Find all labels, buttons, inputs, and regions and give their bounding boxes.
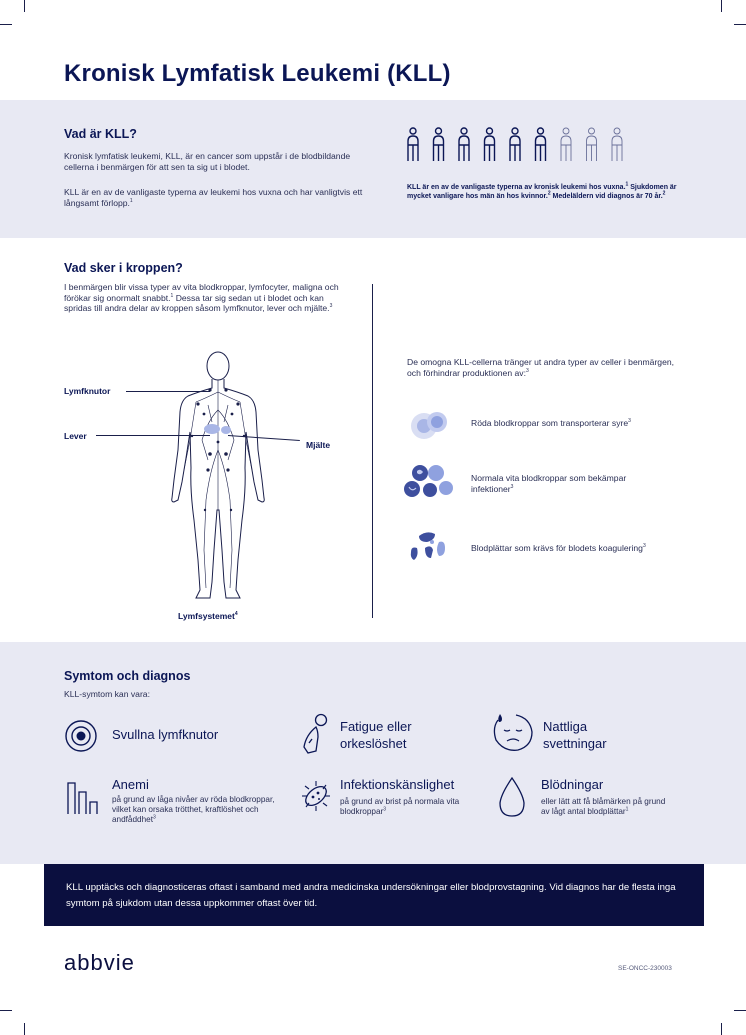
person-icon-filled bbox=[434, 128, 444, 161]
cell-item-text: Röda blodkroppar som transporterar syre$^3$ bbox=[471, 418, 631, 428]
symptom-title: Fatigue eller orkeslöshet bbox=[340, 719, 412, 751]
figure-caption: Lymfsystemet$^4$ bbox=[178, 611, 238, 621]
drop-icon bbox=[497, 776, 527, 818]
crop-mark bbox=[24, 0, 25, 12]
person-icon-filled bbox=[459, 128, 469, 161]
bacteria-icon bbox=[298, 778, 334, 814]
abbvie-logo: abbvie bbox=[64, 950, 135, 975]
target-icon bbox=[64, 719, 98, 753]
person-icon-outline bbox=[561, 128, 571, 161]
crop-mark bbox=[0, 1010, 12, 1011]
cell-item-text: Normala vita blodkroppar som bekämpar infektioner$^3$ bbox=[471, 473, 627, 494]
cell-item-text: Blodplättar som krävs för blodets koagulering$^3$ bbox=[471, 543, 646, 553]
right-intro: De omogna KLL-cellerna tränger ut andra typer av celler i benmärgen, och förhindrar produktionen av:$^3$ bbox=[407, 357, 675, 378]
symptom-description: eller lätt att få blåmärken på grund av lågt antal blodplättar$^1$ bbox=[541, 797, 666, 816]
crop-mark bbox=[734, 24, 746, 25]
what-is-heading: Vad är KLL? bbox=[64, 127, 137, 141]
label-lymph-nodes: Lymfknutor bbox=[64, 386, 111, 396]
document-code: SE-ONCC-230003 bbox=[618, 965, 672, 972]
symptom-title: Anemi bbox=[112, 777, 149, 792]
platelets-icon bbox=[405, 528, 460, 562]
footer-text: KLL upptäcks och diagnosticeras oftast i samband med andra medicinska undersökningar eller blodprovstagning. Vid diagnos har de flesta inga symtom på sjukdom utan dessa uppkommer oftast över tid. bbox=[66, 882, 676, 909]
symptoms-heading: Symtom och diagnos bbox=[64, 669, 191, 683]
symptom-description: på grund av brist på normala vita blodkroppar$^3$ bbox=[340, 797, 460, 816]
crop-mark bbox=[734, 1010, 746, 1011]
body-paragraph: I benmärgen blir vissa typer av vita blodkroppar, lymfocyter, maligna och förökar sig onormalt snabbt.$^1$ Dessa tar sig sedan ut i blodet och kan spridas till andra delar av kroppen såsom lymfknutor, lever och mjälte.$^3$ bbox=[64, 282, 339, 314]
symptom-title: Nattliga svettningar bbox=[543, 719, 607, 751]
what-is-paragraph-2: KLL är en av de vanligaste typerna av leukemi hos vuxna och har vanligtvis ett långsamt förlopp.$^1$ bbox=[64, 187, 363, 208]
tired-person-icon bbox=[300, 713, 332, 755]
label-liver: Lever bbox=[64, 431, 87, 441]
bar-decline-icon bbox=[66, 780, 104, 814]
page-title: Kronisk Lymfatisk Leukemi (KLL) bbox=[64, 60, 451, 87]
person-icon-outline bbox=[587, 128, 597, 161]
leader-line bbox=[126, 391, 210, 392]
crop-mark bbox=[721, 1023, 722, 1035]
stat-text: KLL är en av de vanligaste typerna av kronisk leukemi hos vuxna.$^1$ Sjukdomen är mycket vanligare hos män än hos kvinnor.$^2$ Medeläldern vid diagnos är 70 år.$^2$ bbox=[407, 181, 677, 200]
leader-line bbox=[96, 435, 210, 436]
person-icon-filled bbox=[485, 128, 495, 161]
vertical-divider bbox=[372, 284, 373, 618]
symptom-title: Blödningar bbox=[541, 777, 604, 792]
what-is-paragraph-1: Kronisk lymfatisk leukemi, KLL, är en cancer som uppstår i de blodbildande cellerna i benmärgen för att sen ta sig ut i blodet. bbox=[64, 151, 351, 172]
person-icon-filled bbox=[510, 128, 520, 161]
label-spleen: Mjälte bbox=[306, 440, 331, 450]
symptom-title: Svullna lymfknutor bbox=[112, 727, 219, 742]
crop-mark bbox=[721, 0, 722, 12]
red-blood-cells-icon bbox=[407, 406, 457, 446]
sweating-face-icon bbox=[490, 712, 536, 752]
lymph-system-figure bbox=[168, 350, 268, 605]
body-heading: Vad sker i kroppen? bbox=[64, 261, 183, 275]
crop-mark bbox=[0, 24, 12, 25]
symptom-title: Infektionskänslighet bbox=[340, 777, 455, 792]
people-icon-row bbox=[407, 127, 632, 163]
symptom-description: på grund av låga nivåer av röda blodkroppar, vilket kan orsaka trötthet, kraftlöshet och andfåddhet$^3$ bbox=[112, 795, 275, 824]
person-icon-filled bbox=[408, 128, 418, 161]
crop-mark bbox=[24, 1023, 25, 1035]
person-icon-filled bbox=[536, 128, 546, 161]
person-icon-outline bbox=[612, 128, 622, 161]
symptoms-intro: KLL-symtom kan vara: bbox=[64, 689, 150, 699]
white-blood-cells-icon bbox=[402, 462, 462, 498]
